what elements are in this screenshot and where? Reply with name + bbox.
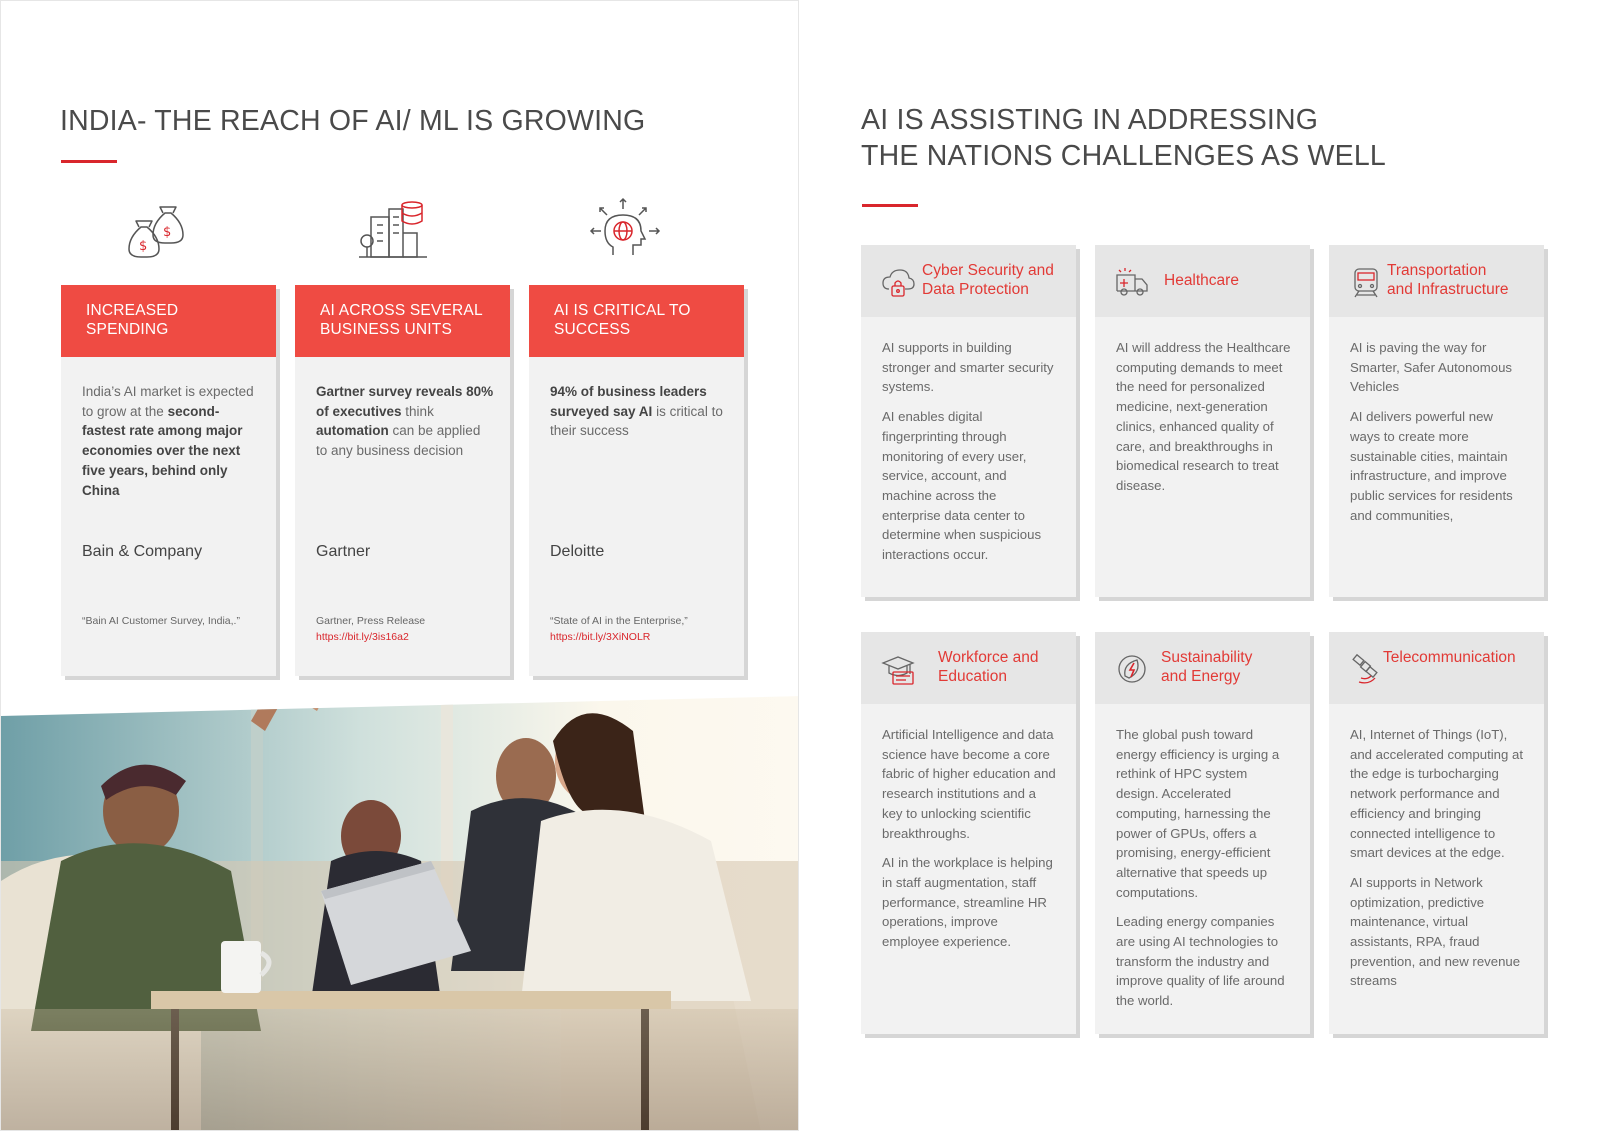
business-buildings-icon (357, 197, 437, 267)
topic-card-title (938, 648, 1039, 686)
heading-line: SUCCESS (554, 321, 631, 338)
text-run: think (401, 403, 434, 419)
body-paragraph: AI supports in Network optimization, predictive maintenance, virtual assistants, RPA, fraud prevention, and new revenue streams (1350, 874, 1521, 989)
text-run-bold: 94% of business leaders surveyed say AI (550, 384, 707, 419)
title-line: Workforce and (938, 649, 1039, 666)
topic-card-header (861, 245, 1076, 317)
topic-card-body (1329, 704, 1544, 991)
topic-card-healthcare (1095, 245, 1310, 597)
stat-card-heading (529, 285, 744, 357)
body-paragraph: Artificial Intelligence and data science have become a core fabric of higher education and research institutions and a key to unlocking scientific breakthroughs. (882, 727, 1056, 841)
stat-card-business-units (295, 285, 510, 676)
stat-card-source: Deloitte (550, 543, 605, 560)
heading-line: AI IS CRITICAL TO (554, 302, 691, 319)
left-page-title: INDIA- THE REACH OF AI/ ML IS GROWING (60, 105, 646, 137)
topic-card-header (1095, 245, 1310, 317)
reference-text: “Bain AI Customer Survey, India,.” (82, 615, 240, 627)
reference-link[interactable]: https://bit.ly/3is16a2 (316, 631, 409, 643)
graduation-cap-icon (881, 652, 915, 686)
body-paragraph: AI, Internet of Things (IoT), and accelerated computing at the edge is turbocharging network performance and efficiency and bringing connected intelligence to smart devices at the edge. (1350, 727, 1524, 861)
cloud-lock-icon (881, 265, 915, 299)
body-paragraph: AI delivers powerful new ways to create more sustainable cities, maintain infrastructure, and improve public services for residents and communities, (1350, 409, 1513, 523)
stat-card-text (550, 382, 728, 441)
heading-line: SPENDING (86, 321, 169, 338)
topic-card-transportation (1329, 245, 1544, 597)
topic-card-header (1095, 632, 1310, 704)
right-page (800, 0, 1600, 1131)
topic-card-body (1095, 704, 1310, 1011)
title-line: Data Protection (922, 281, 1029, 298)
topic-card-header (1329, 245, 1544, 317)
title-line: AI IS ASSISTING IN ADDRESSING (861, 104, 1319, 136)
stat-card-text (82, 382, 260, 500)
body-paragraph: AI enables digital fingerprinting through monitoring of every user, service, account, and machine across the enterprise data center to determine when suspicious interactions occur. (882, 409, 1042, 563)
title-line: THE NATIONS CHALLENGES AS WELL (861, 140, 1386, 172)
body-paragraph: Leading energy companies are using AI technologies to transform the industry and improve quality of life around the world. (1116, 914, 1285, 1009)
text-run-bold: Gartner survey reveals 80% of executives (316, 384, 494, 419)
topic-card-body (861, 317, 1076, 565)
topic-card-title (922, 261, 1054, 299)
body-paragraph: AI is paving the way for Smarter, Safer Autonomous Vehicles (1350, 340, 1512, 395)
title-line: Cyber Security and (922, 262, 1054, 279)
money-bags-icon (125, 197, 205, 267)
ambulance-icon (1115, 265, 1149, 299)
text-run: can be applied to any business decision (316, 423, 481, 459)
global-mind-icon (587, 197, 667, 267)
heading-line: BUSINESS UNITS (320, 321, 452, 338)
title-line: Healthcare (1164, 272, 1239, 289)
title-line: Transportation (1387, 262, 1487, 279)
train-icon (1349, 265, 1383, 299)
svg-text:$: $ (139, 239, 148, 254)
heading-line: AI ACROSS SEVERAL (320, 302, 483, 319)
stat-card-reference (82, 613, 240, 629)
satellite-icon (1349, 652, 1383, 686)
title-line: Education (938, 668, 1007, 685)
title-line: and Infrastructure (1387, 281, 1509, 298)
topic-card-workforce-education (861, 632, 1076, 1034)
topic-card-title (1383, 648, 1516, 667)
topic-card-header (1329, 632, 1544, 704)
topic-card-title (1387, 261, 1508, 299)
svg-text:$: $ (163, 225, 172, 240)
title-line: and Energy (1161, 668, 1241, 685)
stat-card-source: Bain & Company (82, 543, 203, 560)
stat-card-source: Gartner (316, 543, 371, 560)
body-paragraph: AI supports in building stronger and smarter security systems. (882, 340, 1054, 395)
stat-card-text (316, 382, 494, 461)
text-run: India’s AI market is expected to grow at the (82, 384, 254, 419)
topic-card-title (1164, 271, 1239, 290)
topic-card-body (861, 704, 1076, 952)
reference-text: “State of AI in the Enterprise,” (550, 615, 688, 627)
body-paragraph: The global push toward energy efficiency is urging a rethink of HPC system design. Accelerated computing, harnessing the power of GPUs, offers a promising, energy-efficient alternative that speeds up computations. (1116, 727, 1280, 900)
topic-card-title (1161, 648, 1252, 686)
stat-card-increased-spending (61, 285, 276, 676)
reference-link[interactable]: https://bit.ly/3XiNOLR (550, 631, 651, 643)
stat-card-reference (550, 613, 688, 645)
stat-card-reference (316, 613, 425, 645)
body-paragraph: AI will address the Healthcare computing demands to meet the need for personalized medicine, next-generation clinics, enhanced quality of care, and breakthroughs in biomedical research to treat disease. (1116, 340, 1291, 493)
topic-card-telecommunication (1329, 632, 1544, 1034)
heading-line: INCREASED (86, 302, 179, 319)
topic-card-sustainability-energy (1095, 632, 1310, 1034)
body-paragraph: AI in the workplace is helping in staff augmentation, staff performance, streamline HR operations, improve employee experience. (882, 855, 1053, 950)
topic-card-body (1095, 317, 1310, 496)
reference-text: Gartner, Press Release (316, 615, 426, 627)
topic-card-body (1329, 317, 1544, 525)
right-page-title (861, 102, 1386, 174)
text-run: is critical to their success (550, 403, 723, 439)
title-accent-bar (862, 204, 918, 207)
text-run-bold: second-fastest rate among major economies over the next five years, behind only China (82, 403, 243, 498)
text-run-bold: automation (316, 423, 389, 439)
topic-card-cyber-security (861, 245, 1076, 597)
energy-leaf-icon (1115, 652, 1149, 686)
title-line: Sustainability (1161, 649, 1253, 666)
stat-card-critical-success (529, 285, 744, 676)
topic-card-header (861, 632, 1076, 704)
stat-card-heading (295, 285, 510, 357)
title-accent-bar (61, 160, 117, 163)
stat-card-heading (61, 285, 276, 357)
left-page (0, 0, 799, 1131)
title-line: Telecommunication (1383, 649, 1516, 666)
